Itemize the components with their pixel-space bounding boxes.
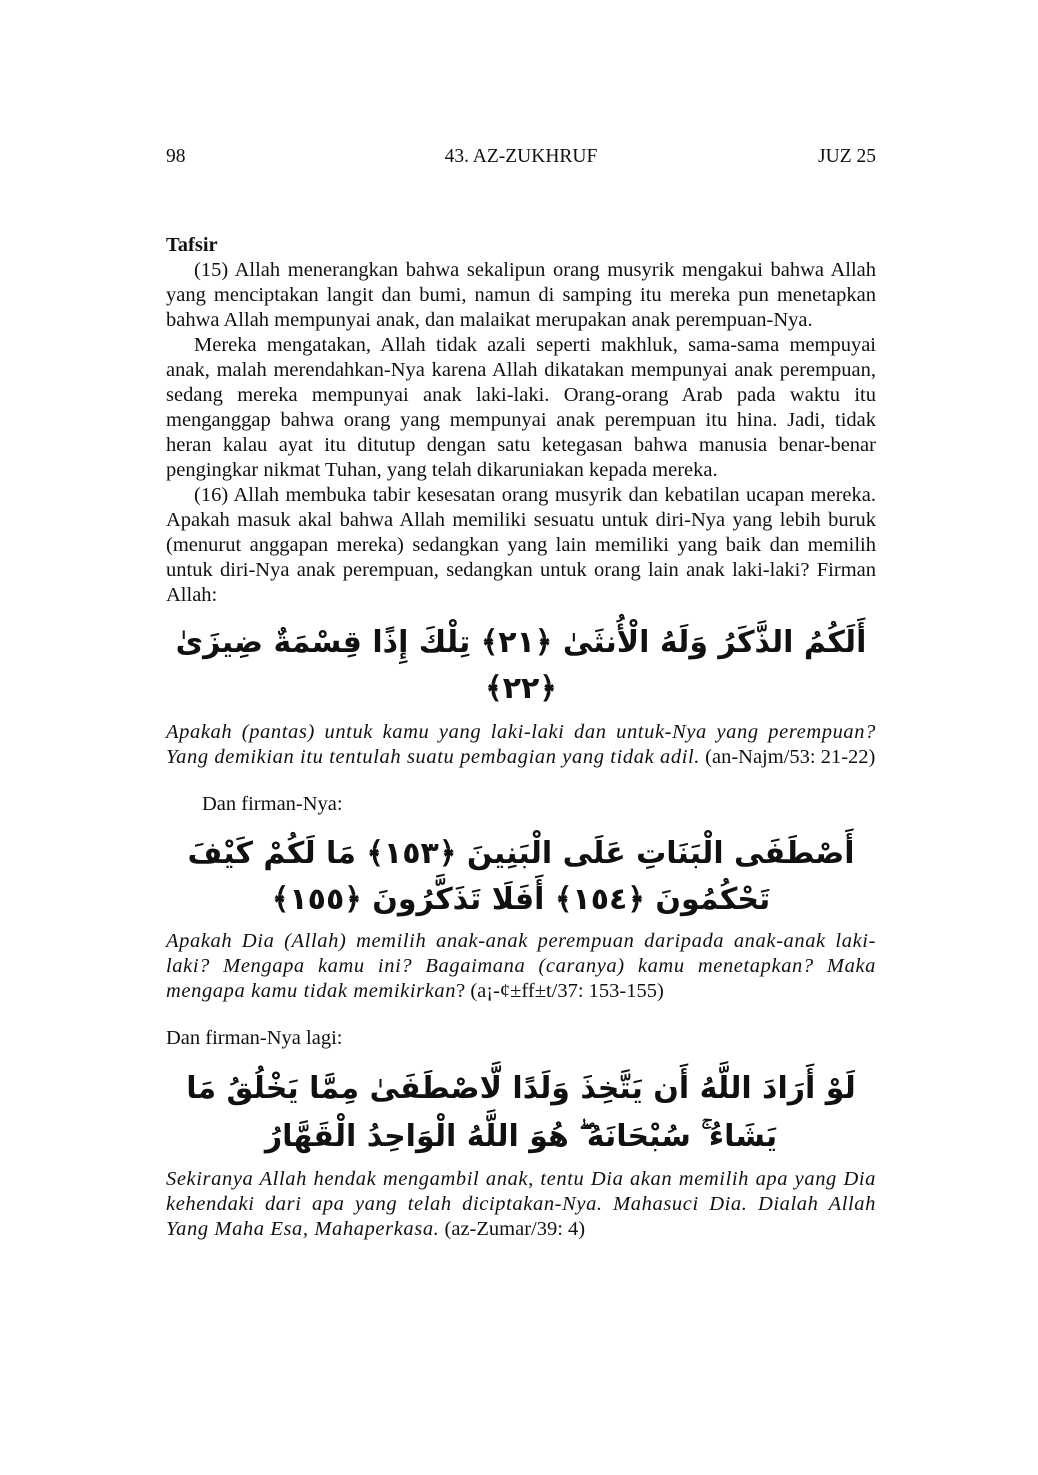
arabic-verse-najm: أَلَكُمُ الذَّكَرُ وَلَهُ الْأُنثَىٰ ﴿٢١﴾ تِلْكَ إِذًا قِسْمَةٌ ضِيزَىٰ ﴿٢٢﴾ (175, 625, 867, 706)
juz-label: JUZ 25 (818, 146, 876, 167)
page-header (166, 146, 876, 174)
verse-intro: Dan firman-Nya lagi: (166, 1027, 343, 1049)
tafsir-heading: Tafsir (166, 234, 218, 256)
translation-text: Sekiranya Allah hendak mengambil anak, tentu Dia akan memilih apa yang Dia kehendaki dari apa yang telah diciptakan-Nya. Mahasuci Dia. Dialah Allah Yang Maha Esa, Mahaperkasa. (166, 1168, 876, 1240)
page-content (166, 233, 876, 1242)
surah-title: 43. AZ-ZUKHRUF (444, 146, 598, 167)
arabic-verse-zumar: لَوْ أَرَادَ اللَّهُ أَن يَتَّخِذَ وَلَدًا لَّاصْطَفَىٰ مِمَّا يَخْلُقُ مَا يَشَاءُ ۚ سُبْحَانَهُ ۖ هُوَ اللَّهُ الْوَاحِدُ الْقَهَّارُ (186, 1071, 856, 1154)
page-number: 98 (166, 146, 186, 167)
tafsir-paragraph-15: (15) Allah menerangkan bahwa sekalipun orang musyrik mengakui bahwa Allah yang menciptakan langit dan bumi, namun di samping itu mereka pun menetapkan bahwa Allah mempunyai anak, dan malaikat merupakan anak perempuan-Nya. (166, 259, 876, 331)
tafsir-paragraph-16: (16) Allah membuka tabir kesesatan orang musyrik dan kebatilan ucapan mereka. Apakah masuk akal bahwa Allah memiliki sesuatu untuk diri-Nya yang lebih buruk (menurut anggapan mereka) sedangkan yang lain memiliki yang baik dan memilih untuk diri-Nya anak perempuan, sedangkan untuk orang lain anak laki-laki? Firman Allah: (166, 484, 876, 606)
translation-text: Apakah Dia (Allah) memilih anak-anak perempuan daripada anak-anak laki-laki? Mengapa kamu ini? Bagaimana (caranya) kamu menetapkan? Maka mengapa kamu tidak memikirkan (166, 930, 876, 1002)
verse-reference: (az-Zumar/39: 4) (439, 1218, 586, 1240)
arabic-verse-saffat: أَصْطَفَى الْبَنَاتِ عَلَى الْبَنِينَ ﴿١٥٣﴾ مَا لَكُمْ كَيْفَ تَحْكُمُونَ ﴿١٥٤﴾ أَفَلَا تَذَكَّرُونَ ﴿١٥٥﴾ (187, 836, 855, 917)
translation-text: Apakah (pantas) untuk kamu yang laki-laki dan untuk-Nya yang perempuan? Yang demikian itu tentulah suatu pembagian yang tidak adil. (166, 721, 876, 768)
tafsir-paragraph-continuation: Mereka mengatakan, Allah tidak azali seperti makhluk, sama-sama mempuyai anak, malah merendahkan-Nya karena Allah dikatakan mempunyai anak perempuan, sedang mereka mempunyai anak laki-laki. Orang-orang Arab pada waktu itu menganggap bahwa orang yang mempunyai anak perempuan itu hina. Jadi, tidak heran kalau ayat itu ditutup dengan satu ketegasan bahwa manusia benar-benar pengingkar nikmat Tuhan, yang telah dikaruniakan kepada mereka. (166, 334, 876, 481)
verse-reference: ? (a¡-¢±ff±t/37: 153-155) (456, 980, 664, 1002)
translation-najm (166, 720, 876, 770)
translation-zumar (166, 1167, 876, 1242)
verse-intro: Dan firman-Nya: (202, 793, 343, 815)
verse-reference: (an-Najm/53: 21-22) (700, 746, 876, 768)
translation-saffat (166, 929, 876, 1004)
